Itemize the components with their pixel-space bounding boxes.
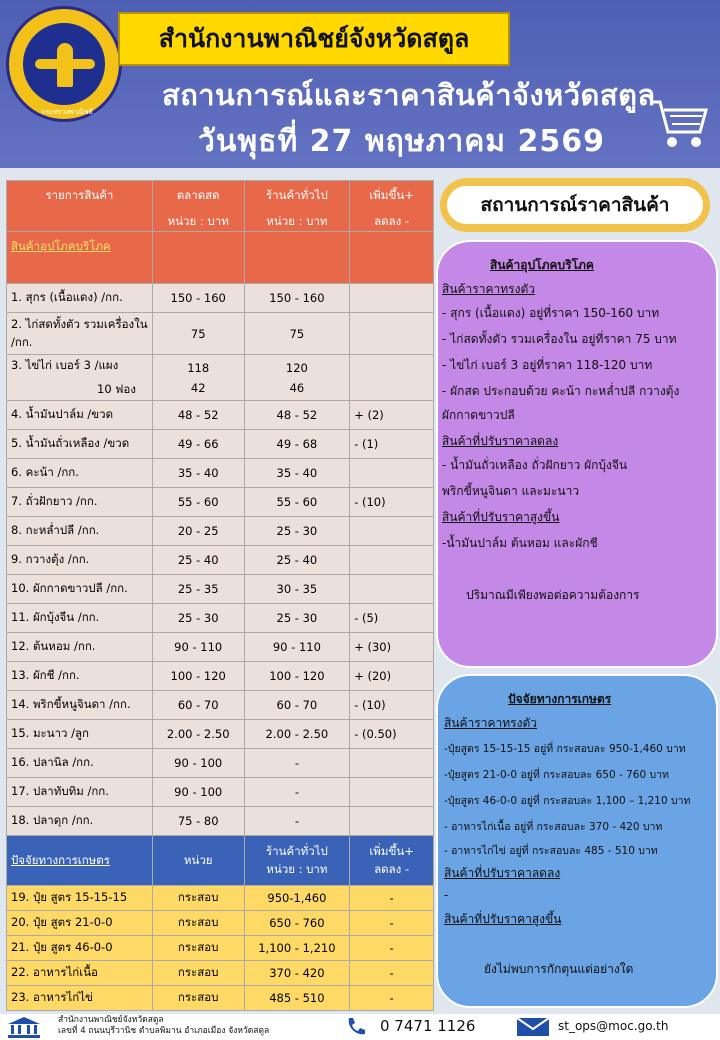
shop-price: 60 - 70 [244,691,350,720]
market-price: 35 - 40 [152,459,244,488]
agri-stable-line: - อาหารไก่เนื้อ อยู่ที่ กระสอบละ 370 - 420 บาท [444,821,663,833]
price-change: - [350,986,434,1011]
shop-price: - [244,778,350,807]
shop-price: 90 - 110 [244,633,350,662]
price-change [350,284,434,313]
price-change: + (20) [350,662,434,691]
agri-stable-line: -ปุ๋ยสูตร 21-0-0 อยู่ที่ กระสอบละ 650 - 760 บาท [444,769,669,781]
market-price: 2.00 - 2.50 [152,720,244,749]
price-table-header [7,181,434,232]
price-change [350,313,434,355]
item-name: 9. กวางตุ้ง /กก. [7,546,153,575]
shop-price: 370 - 420 [244,961,350,986]
consumer-down-label: สินค้าที่ปรับราคาลดลง [442,434,559,448]
ministry-seal-icon [6,6,122,122]
agri-stable-line: -ปุ๋ยสูตร 15-15-15 อยู่ที่ กระสอบละ 950-1,460 บาท [444,743,686,755]
table-row [7,691,434,720]
shop-price: 48 - 52 [244,401,350,430]
table-row [7,546,434,575]
consumer-stable-line: - ไก่สดทั้งตัว รวมเครื่องใน อยู่ที่ราคา 75 บาท [442,332,677,346]
item-name: 8. กะหล่ำปลี /กก. [7,517,153,546]
agri-down-line: - [444,888,449,902]
price-change: - [350,961,434,986]
item-name: 12. ต้นหอม /กก. [7,633,153,662]
item-name: 17. ปลาทับทิม /กก. [7,778,153,807]
price-change [350,778,434,807]
table-row [7,284,434,313]
table-row [7,430,434,459]
price-change [350,807,434,836]
shop-price: 1,100 - 1,210 [244,936,350,961]
consumer-stable-line: ผักกาดขาวปลี [442,408,515,422]
price-change: - [350,886,434,911]
table-row [7,459,434,488]
table-row [7,778,434,807]
agri-stable-label: สินค้าราคาทรงตัว [444,716,537,730]
market-price: 118 42 [152,355,244,401]
shop-price: 25 - 30 [244,517,350,546]
situation-title: สถานการณ์ราคาสินค้า [447,186,703,224]
office-title-box [118,12,510,66]
table-row [7,633,434,662]
seal-text: กระทรวงพาณิชย์ [41,108,93,116]
consumer-down-line: พริกขี้หนูจินดา และมะนาว [442,484,580,498]
price-change: - (1) [350,430,434,459]
shop-price: 650 - 760 [244,911,350,936]
header-shop: ร้านค้าทั่วไป หน่วย : บาท [244,181,350,232]
market-price: 75 - 80 [152,807,244,836]
market-price: 90 - 100 [152,749,244,778]
shop-price: 150 - 160 [244,284,350,313]
office-name: สำนักงานพาณิชย์จังหวัดสตูล [158,24,470,53]
building-icon [6,1016,42,1038]
table-row [7,886,434,911]
price-change [350,749,434,778]
table-row [7,807,434,836]
price-change: - (10) [350,488,434,517]
market-price: 20 - 25 [152,517,244,546]
table-row [7,517,434,546]
item-name: 3. ไข่ไก่ เบอร์ 3 /แผง 10 ฟอง [7,355,153,401]
agri-heading: ปัจจัยทางการเกษตร [508,692,612,706]
footer-phone[interactable]: 0 7471 1126 [380,1017,476,1035]
header-change: เพิ่มขึ้น+ ลดลง - [350,181,434,232]
unit: กระสอบ [152,961,244,986]
agri-header-unit: หน่วย [152,836,244,886]
item-name: 1. สุกร (เนื้อแดง) /กก. [7,284,153,313]
category-consumer: สินค้าอุปโภคบริโภค [11,239,111,253]
price-change: + (30) [350,633,434,662]
shop-price: - [244,749,350,778]
agri-up-label: สินค้าที่ปรับราคาสูงขึ้น [444,912,562,926]
price-change [350,459,434,488]
table-row [7,604,434,633]
table-row [7,720,434,749]
price-change [350,546,434,575]
market-price: 48 - 52 [152,401,244,430]
item-name: 20. ปุ๋ย สูตร 21-0-0 [7,911,153,936]
agri-note: ยังไม่พบการกักตุนแต่อย่างใด [484,962,634,976]
situation-title-pill [440,178,710,232]
agri-header-shop: ร้านค้าทั่วไป หน่วย : บาท [244,836,350,886]
report-date: วันพุธที่ 27 พฤษภาคม 2569 [198,124,605,159]
footer [0,1014,720,1040]
header-market: ตลาดสด หน่วย : บาท [152,181,244,232]
price-change: - [350,911,434,936]
table-row [7,749,434,778]
item-name: 22. อาหารไก่เนื้อ [7,961,153,986]
table-row [7,911,434,936]
item-name: 15. มะนาว /ลูก [7,720,153,749]
shop-price: 120 46 [244,355,350,401]
shop-price: 25 - 30 [244,604,350,633]
table-row [7,936,434,961]
consumer-stable-line: - ไข่ไก่ เบอร์ 3 อยู่ที่ราคา 118-120 บาท [442,358,653,372]
table-row [7,575,434,604]
consumer-stable-line: - ผักสด ประกอบด้วย คะน้า กะหล่ำปลี กวางตุ้ง [442,384,680,398]
market-price: 49 - 66 [152,430,244,459]
consumer-note: ปริมาณมีเพียงพอต่อความต้องการ [466,588,640,602]
table-row [7,986,434,1011]
agri-stable-line: -ปุ๋ยสูตร 46-0-0 อยู่ที่ กระสอบละ 1,100 – 1,210 บาท [444,795,691,807]
shop-price: 49 - 68 [244,430,350,459]
header-item: รายการสินค้า [7,181,153,232]
market-price: 150 - 160 [152,284,244,313]
agri-down-label: สินค้าที่ปรับราคาลดลง [444,866,561,880]
shop-price: 2.00 - 2.50 [244,720,350,749]
unit: กระสอบ [152,986,244,1011]
market-price: 55 - 60 [152,488,244,517]
table-row [7,488,434,517]
item-name: 13. ผักชี /กก. [7,662,153,691]
header-banner [0,0,720,168]
price-change [350,517,434,546]
shopping-cart-icon [648,96,710,152]
price-change: - (0.50) [350,720,434,749]
agri-stable-line: - อาหารไก่ไข่ อยู่ที่ กระสอบละ 485 - 510 บาท [444,845,658,857]
item-name: 7. ถั่วฝักยาว /กก. [7,488,153,517]
shop-price: 950-1,460 [244,886,350,911]
item-name: 11. ผักบุ้งจีน /กก. [7,604,153,633]
item-name: 14. พริกขี้หนูจินดา /กก. [7,691,153,720]
shop-price: - [244,807,350,836]
unit: กระสอบ [152,886,244,911]
shop-price: 485 - 510 [244,986,350,1011]
shop-price: 75 [244,313,350,355]
shop-price: 30 - 35 [244,575,350,604]
consumer-down-line: - น้ำมันถั่วเหลือง ถั่วฝักยาว ผักบุ้งจีน [442,458,628,472]
market-price: 25 - 40 [152,546,244,575]
table-row [7,662,434,691]
price-change: - (10) [350,691,434,720]
market-price: 90 - 100 [152,778,244,807]
consumer-stable-label: สินค้าราคาทรงตัว [442,282,535,296]
category-row [7,232,434,284]
shop-price: 55 - 60 [244,488,350,517]
table-row [7,313,434,355]
item-name: 6. คะน้า /กก. [7,459,153,488]
item-name: 5. น้ำมันถั่วเหลือง /ขวด [7,430,153,459]
agri-header-change: เพิ่มขึ้น+ ลดลง - [350,836,434,886]
agri-situation-box [436,674,718,1008]
shop-price: 100 - 120 [244,662,350,691]
footer-email[interactable]: st_ops@moc.go.th [558,1019,669,1033]
footer-address: สำนักงานพาณิชย์จังหวัดสตูล เลขที่ 4 ถนนบุรีวานิช ตำบลพิมาน อำเภอเมือง จังหวัดสตูล [58,1015,270,1036]
consumer-up-line: -น้ำมันปาล์ม ต้นหอม และผักชี [442,536,598,550]
price-change: - [350,936,434,961]
item-name: 21. ปุ๋ย สูตร 46-0-0 [7,936,153,961]
consumer-up-label: สินค้าที่ปรับราคาสูงขึ้น [442,510,560,524]
item-name: 19. ปุ๋ย สูตร 15-15-15 [7,886,153,911]
shop-price: 35 - 40 [244,459,350,488]
report-subtitle: สถานการณ์และราคาสินค้าจังหวัดสตูล [162,78,656,112]
price-change: - (5) [350,604,434,633]
table-row [7,401,434,430]
consumer-heading: สินค้าอุปโภคบริโภค [490,258,594,272]
market-price: 90 - 110 [152,633,244,662]
consumer-stable-line: - สุกร (เนื้อแดง) อยู่ที่ราคา 150-160 บาท [442,306,660,320]
table-row [7,355,434,401]
price-change [350,575,434,604]
unit: กระสอบ [152,911,244,936]
shop-price: 25 - 40 [244,546,350,575]
market-price: 25 - 35 [152,575,244,604]
agri-header-item: ปัจจัยทางการเกษตร [7,836,153,886]
item-name: 23. อาหารไก่ไข่ [7,986,153,1011]
item-name: 18. ปลาดุก /กก. [7,807,153,836]
item-name: 2. ไก่สดทั้งตัว รวมเครื่องใน /กก. [7,313,153,355]
consumer-situation-box [436,240,718,668]
item-name: 10. ผักกาดขาวปลี /กก. [7,575,153,604]
table-row [7,961,434,986]
price-change [350,355,434,401]
phone-icon [344,1016,368,1038]
price-change: + (2) [350,401,434,430]
agri-table-header [7,836,434,886]
mail-icon [516,1017,550,1037]
item-name: 4. น้ำมันปาล์ม /ขวด [7,401,153,430]
market-price: 75 [152,313,244,355]
price-table [6,180,434,1011]
market-price: 100 - 120 [152,662,244,691]
market-price: 25 - 30 [152,604,244,633]
item-name: 16. ปลานิล /กก. [7,749,153,778]
market-price: 60 - 70 [152,691,244,720]
unit: กระสอบ [152,936,244,961]
